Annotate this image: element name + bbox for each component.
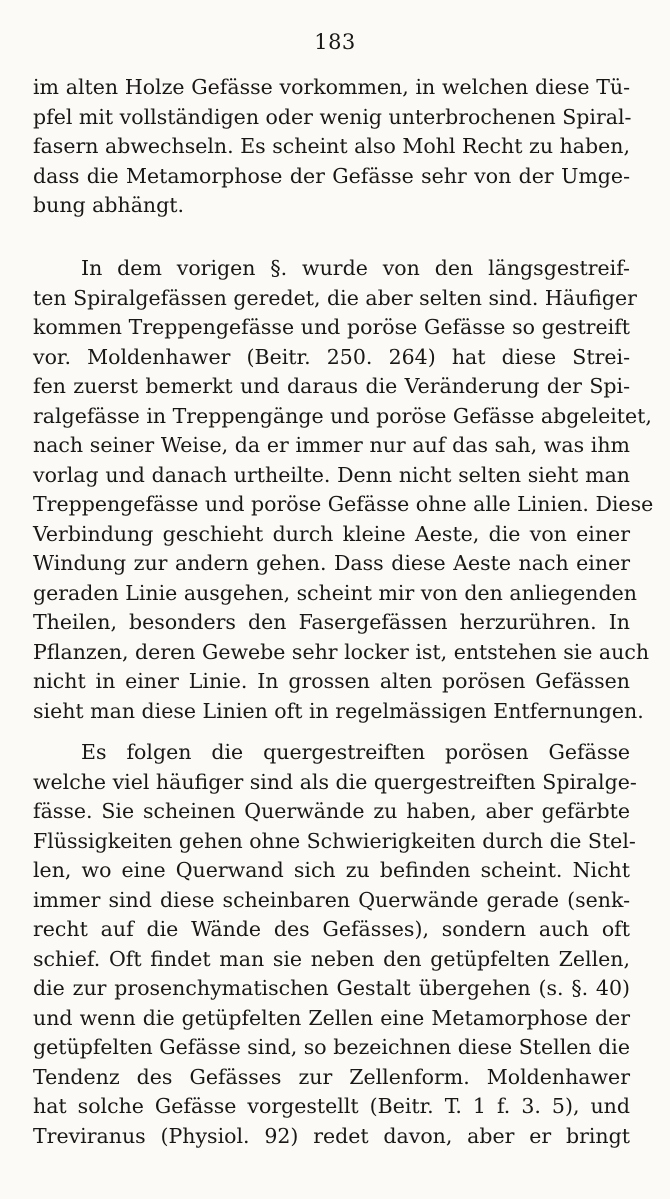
text-line: fässe. Sie scheinen Querwände zu haben, aber gefärbte — [33, 799, 630, 823]
text-line: die zur prosenchymatischen Gestalt übergehen (s. §. 40) — [33, 976, 630, 1000]
text-line: fen zuerst bemerkt und daraus die Veränderung der Spi- — [33, 374, 630, 398]
text-line: nach seiner Weise, da er immer nur auf das sah, was ihm — [33, 433, 630, 457]
text-line: dass die Metamorphose der Gefässe sehr von der Umge- — [33, 163, 630, 188]
text-line: ten Spiralgefässen geredet, die aber selten sind. Häufiger — [33, 285, 637, 310]
text-line: Windung zur andern gehen. Dass diese Aeste nach einer — [33, 551, 630, 575]
text-line: Treppengefässe und poröse Gefässe ohne alle Linien. Diese — [33, 492, 654, 516]
text-line: schief. Oft findet man sie neben den getüpfelten Zellen, — [33, 946, 630, 971]
text-line: ralgefässe in Treppengänge und poröse Gefässe abgeleitet, — [33, 403, 652, 428]
text-line: Tendenz des Gefässes zur Zellenform. Moldenhawer — [33, 1064, 630, 1089]
page-number: 183 — [314, 30, 356, 54]
text-line: bung abhängt. — [33, 193, 185, 217]
text-line: Treviranus (Physiol. 92) redet davon, aber er bringt — [33, 1123, 630, 1148]
text-line: Theilen, besonders den Fasergefässen herzurühren. In — [33, 610, 630, 634]
text-line: Es folgen die quergestreiften porösen Gefässe — [81, 740, 630, 764]
text-line: In dem vorigen §. wurde von den längsgestreif- — [81, 256, 630, 280]
text-line: pfel mit vollständigen oder wenig unterbrochenen Spiral- — [33, 104, 632, 129]
paragraph-3 — [33, 738, 637, 1151]
text-line: vorlag und danach urtheilte. Denn nicht selten sieht man — [33, 462, 630, 487]
text-line: sieht man diese Linien oft in regelmässigen Entfernungen. — [33, 698, 644, 723]
text-line: welche viel häufiger sind als die quergestreiften Spiralge- — [33, 769, 637, 794]
text-line: Flüssigkeiten gehen ohne Schwierigkeiten durch die Stel- — [33, 828, 636, 853]
text-line: geraden Linie ausgehen, scheint mir von den anliegenden — [33, 580, 637, 605]
text-line: recht auf die Wände des Gefässes), sondern auch oft — [33, 917, 630, 941]
text-line: len, wo eine Querwand sich zu befinden scheint. Nicht — [33, 858, 630, 882]
text-line: nicht in einer Linie. In grossen alten porösen Gefässen — [33, 669, 630, 693]
text-line: immer sind diese scheinbaren Querwände gerade (senk- — [33, 887, 630, 912]
text-line: und wenn die getüpfelten Zellen eine Metamorphose der — [33, 1005, 630, 1030]
text-line: fasern abwechseln. Es scheint also Mohl Recht zu haben, — [33, 134, 630, 158]
text-line: kommen Treppengefässe und poröse Gefässe so gestreift — [33, 315, 630, 339]
text-line: hat solche Gefässe vorgestellt (Beitr. T. 1 f. 3. 5), und — [33, 1094, 630, 1118]
text-line: im alten Holze Gefässe vorkommen, in welchen diese Tü- — [33, 75, 630, 99]
text-line: Pflanzen, deren Gewebe sehr locker ist, entstehen sie auch — [33, 639, 650, 664]
text-line: getüpfelten Gefässe sind, so bezeichnen diese Stellen die — [33, 1035, 630, 1059]
text-line: Verbindung geschieht durch kleine Aeste, die von einer — [33, 521, 630, 546]
paragraph-2 — [33, 254, 654, 726]
text-line: vor. Moldenhawer (Beitr. 250. 264) hat diese Strei- — [33, 344, 630, 369]
paragraph-1 — [33, 73, 630, 221]
